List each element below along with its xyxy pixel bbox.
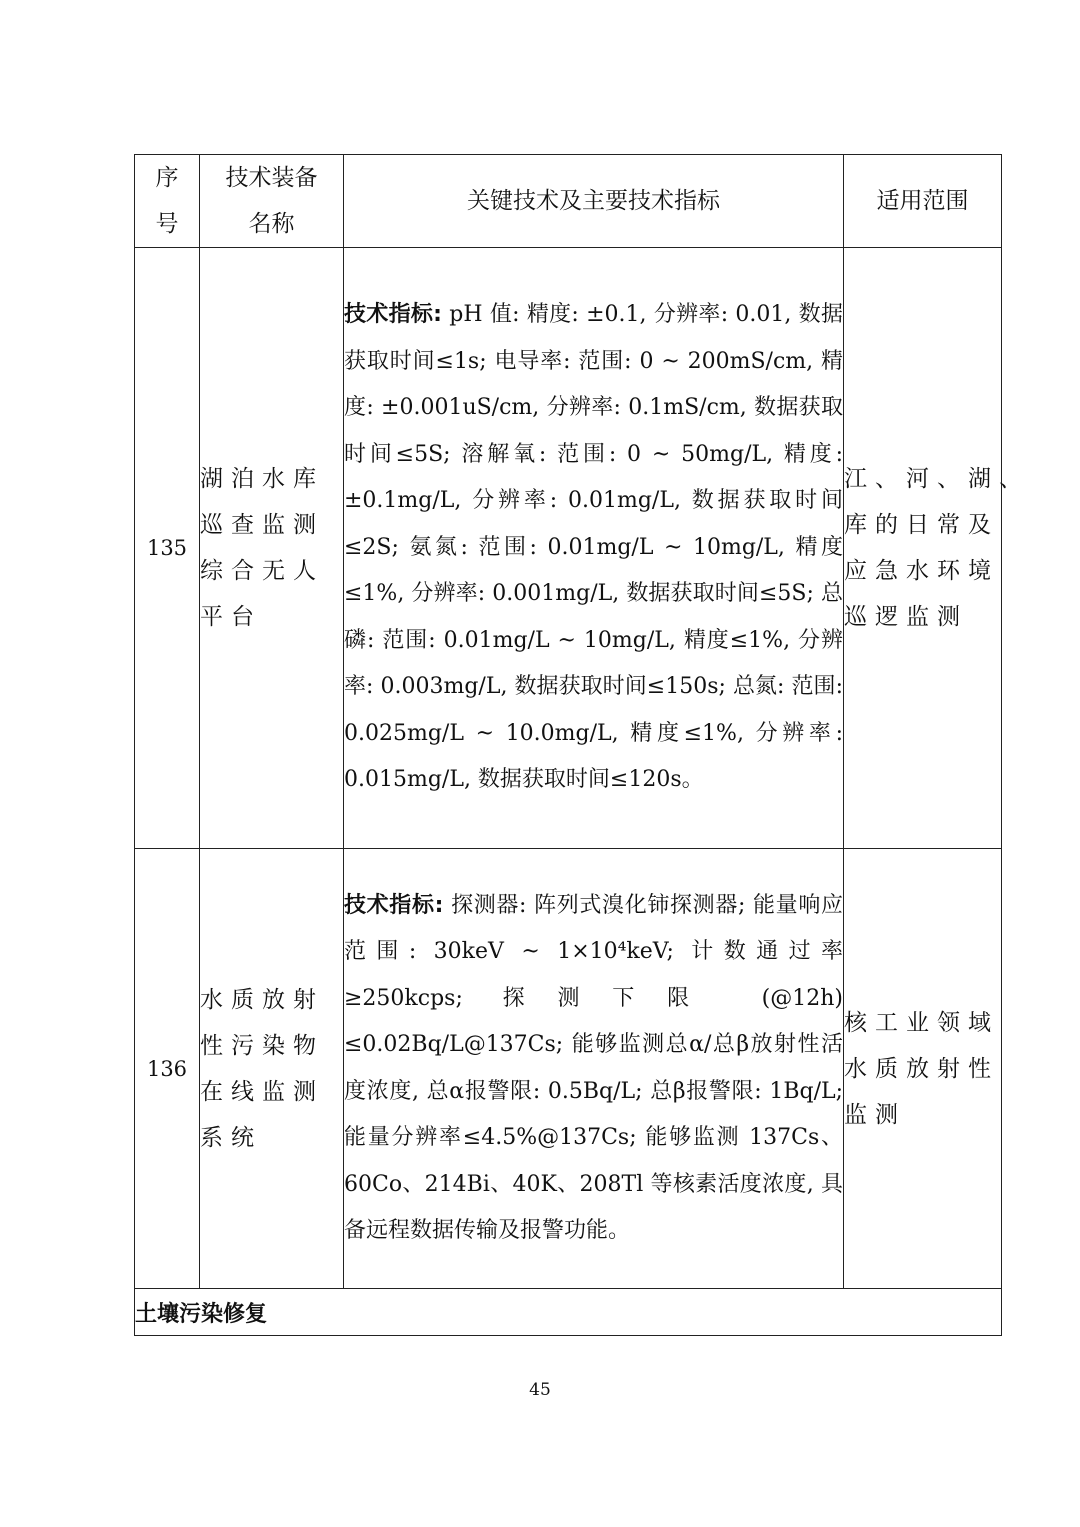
row-scope xyxy=(844,248,1030,849)
row-tech-specs xyxy=(344,248,844,849)
scope-line: 库的日常及 xyxy=(844,512,999,538)
row-tech-specs xyxy=(344,849,844,1289)
table-row xyxy=(135,248,1002,849)
header-tech: 关键技术及主要技术指标 xyxy=(344,155,844,248)
row-equipment-name xyxy=(200,849,344,1289)
row-seq: 136 xyxy=(135,849,200,1289)
page-number: 45 xyxy=(529,1380,551,1400)
name-line: 性污染物 xyxy=(200,1032,324,1059)
header-seq-line: 序 xyxy=(155,165,179,191)
tech-text: 探测器: 阵列式溴化铈探测器; 能量响应范围: 30keV ~ 1×10⁴keV; 计数通过率 ≥250kcps; 探测下限 (@12h) ≤0.02Bq/L@137Cs; 能够监测总α/总β放射性活度浓度, 总α报警限: 0.5Bq/L; 总β报警限: 1Bq/L; 能量分辨率≤4.5%@137Cs; 能够监测 137Cs、60Co、214Bi、40K、208Tl 等核素活度浓度, 具备远程数据传输及报警功能。 xyxy=(344,892,843,1243)
name-line: 水质放射 xyxy=(200,986,324,1013)
name-line: 巡查监测 xyxy=(200,512,324,538)
table-header-row xyxy=(135,155,1002,248)
header-seq xyxy=(135,155,200,248)
equipment-table xyxy=(134,154,1030,1336)
name-line: 系统 xyxy=(200,1124,262,1151)
table-row xyxy=(135,849,1002,1289)
header-name-line: 技术装备 xyxy=(225,165,318,191)
scope-line: 江、河、湖、 xyxy=(844,466,1030,492)
row-seq: 135 xyxy=(135,248,200,849)
tech-text: pH 值: 精度: ±0.1, 分辨率: 0.01, 数据获取时间≤1s; 电导率: 范围: 0 ~ 200mS/cm, 精度: ±0.001uS/cm, 分辨率: 0.1mS/cm, 数据获取时间≤5S; 溶解氧: 范围: 0 ~ 50mg/L, 精度: ±0.1mg/L, 分辨率: 0.01mg/L, 数据获取时间≤2S; 氨氮: 范围: 0.01mg/L ~ 10mg/L, 精度≤1%, 分辨率: 0.001mg/L, 数据获取时间≤5S; 总磷: 范围: 0.01mg/L ~ 10mg/L, 精度≤1%, 分辨率: 0.003mg/L, 数据获取时间≤150s; 总氮: 范围: 0.025mg/L ~ 10.0mg/L, 精度≤1%, 分辨率: 0.015mg/L, 数据获取时间≤120s。 xyxy=(344,302,843,793)
row-equipment-name xyxy=(200,248,344,849)
header-name-line: 名称 xyxy=(248,211,295,237)
tech-label: 技术指标: xyxy=(344,302,442,328)
name-line: 平台 xyxy=(200,604,262,630)
tech-label: 技术指标: xyxy=(344,892,444,918)
scope-line: 监测 xyxy=(844,1101,906,1128)
header-seq-line: 号 xyxy=(155,211,179,237)
name-line: 湖泊水库 xyxy=(200,466,324,492)
row-scope xyxy=(844,849,1002,1289)
name-line: 综合无人 xyxy=(200,558,324,584)
header-name xyxy=(200,155,344,248)
section-row xyxy=(135,1289,1002,1336)
scope-line: 应急水环境 xyxy=(844,558,999,584)
scope-line: 巡逻监测 xyxy=(844,604,968,630)
section-heading: 土壤污染修复 xyxy=(135,1289,1002,1336)
name-line: 在线监测 xyxy=(200,1078,324,1105)
scope-line: 核工业领域 xyxy=(844,1009,999,1036)
header-scope: 适用范围 xyxy=(844,155,1002,248)
scope-line: 水质放射性 xyxy=(844,1055,999,1082)
